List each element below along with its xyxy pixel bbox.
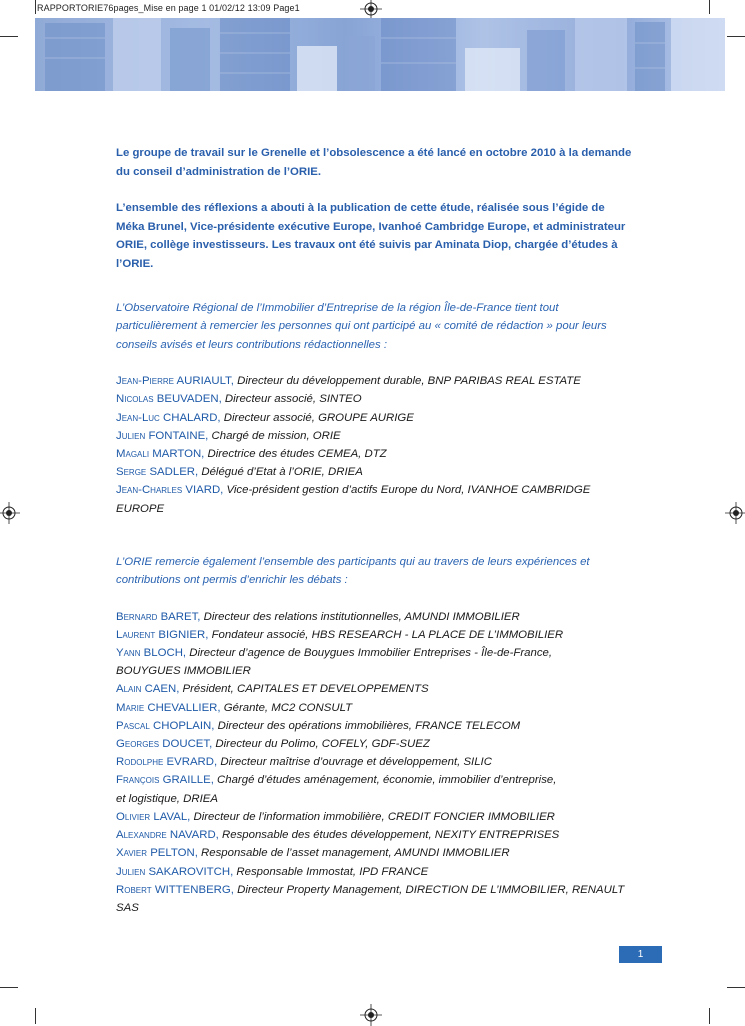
- person-first-name: Magali: [116, 448, 150, 461]
- crop-mark: [709, 1008, 710, 1024]
- crop-mark: [727, 987, 745, 988]
- person-first-name: Bernard: [116, 610, 158, 623]
- person-entry: [116, 717, 632, 735]
- person-entry: [116, 409, 632, 427]
- person-last-name: BEUVADEN,: [156, 393, 222, 406]
- intro-paragraph: Le groupe de travail sur le Grenelle et l’obsolescence a été lancé en octobre 2010 à la demande du conseil d’administration de l’ORIE.: [116, 147, 632, 178]
- person-role: Directeur maîtrise d’ouvrage et développement, SILIC: [217, 756, 492, 769]
- person-role: Directeur du Polimo, COFELY, GDF-SUEZ: [212, 738, 430, 751]
- person-last-name: GRAILLE,: [162, 774, 214, 787]
- committee-list: [116, 372, 632, 518]
- acknowledgements-content: [116, 144, 632, 917]
- registration-mark-icon: [0, 502, 20, 524]
- page-number: 1: [619, 946, 662, 963]
- person-role: Président, CAPITALES ET DEVELOPPEMENTS: [179, 683, 429, 696]
- person-entry: [116, 644, 632, 680]
- person-last-name: CHALARD,: [163, 411, 221, 424]
- intro-paragraph: L’ensemble des réflexions a abouti à la publication de cette étude, réalisée sous l’égide de Méka Brunel, Vice-présidente exécutive Europe, Ivanhoé Cambridge Europe, et administrateur ORIE, collège investisseurs. Les travaux ont été suivis par Aminata Diop, chargée d’études à l’ORIE.: [116, 202, 626, 270]
- person-first-name: Serge: [116, 466, 147, 479]
- person-first-name: Robert: [116, 883, 152, 896]
- crop-mark: [727, 36, 745, 37]
- person-last-name: SADLER,: [149, 466, 199, 479]
- person-entry: [116, 863, 632, 881]
- person-role: Directeur associé, SINTEO: [221, 393, 362, 406]
- person-first-name: Jean-Charles: [116, 484, 183, 497]
- person-role: Directrice des études CEMEA, DTZ: [204, 448, 387, 461]
- person-entry: [116, 463, 632, 481]
- registration-mark-icon: [360, 1004, 382, 1026]
- person-last-name: DOUCET,: [162, 738, 213, 751]
- person-role: Directeur des opérations immobilières, FRANCE TELECOM: [214, 719, 521, 732]
- person-first-name: Olivier: [116, 810, 151, 823]
- person-first-name: Julien: [116, 865, 146, 878]
- person-role: Vice-président gestion d’actifs Europe du Nord, IVANHOE CAMBRIDGE EUROPE: [116, 484, 591, 515]
- person-last-name: EVRARD,: [166, 756, 218, 769]
- person-role-continued: et logistique, DRIEA: [116, 792, 218, 805]
- person-first-name: Alexandre: [116, 829, 167, 842]
- person-entry: [116, 481, 632, 517]
- person-last-name: SAKAROVITCH,: [148, 865, 234, 878]
- person-first-name: Nicolas: [116, 393, 154, 406]
- person-role-continued: BOUYGUES IMMOBILIER: [116, 665, 251, 678]
- person-entry: [116, 881, 632, 917]
- person-role: Responsable de l’asset management, AMUNDI IMMOBILIER: [197, 847, 510, 860]
- person-role: Directeur de l’information immobilière, CREDIT FONCIER IMMOBILIER: [190, 810, 555, 823]
- person-last-name: WITTENBERG,: [154, 883, 234, 896]
- participants-list: [116, 608, 632, 917]
- person-first-name: Xavier: [116, 847, 148, 860]
- person-first-name: Laurent: [116, 628, 156, 641]
- print-slug: RAPPORTORIE76pages_Mise en page 1 01/02/12 13:09 Page1: [37, 3, 300, 13]
- person-first-name: Marie: [116, 701, 145, 714]
- person-last-name: PELTON,: [150, 847, 198, 860]
- crop-mark: [35, 0, 36, 14]
- person-role: Directeur Property Management, DIRECTION DE L’IMMOBILIER, RENAULT SAS: [116, 883, 625, 914]
- registration-mark-icon: [360, 0, 382, 20]
- person-first-name: Yann: [116, 647, 141, 660]
- person-role: Responsable Immostat, IPD FRANCE: [233, 865, 429, 878]
- person-first-name: Georges: [116, 738, 160, 751]
- person-last-name: BIGNIER,: [158, 628, 209, 641]
- person-entry: [116, 753, 632, 771]
- participants-thanks-text: L’ORIE remercie également l’ensemble des participants qui au travers de leurs expériences et contributions ont permis d’enrichir les débats :: [116, 555, 590, 587]
- person-role: Directeur des relations institutionnelles, AMUNDI IMMOBILIER: [200, 610, 520, 623]
- person-first-name: Rodolphe: [116, 756, 164, 769]
- crop-mark: [709, 0, 710, 14]
- city-skyline-banner: [35, 18, 725, 91]
- person-first-name: Jean-Luc: [116, 411, 160, 424]
- person-entry: [116, 390, 632, 408]
- person-last-name: BARET,: [160, 610, 201, 623]
- person-entry: [116, 372, 632, 390]
- person-last-name: CAEN,: [144, 683, 180, 696]
- person-entry: [116, 808, 632, 826]
- person-entry: [116, 427, 632, 445]
- person-entry: [116, 680, 632, 698]
- crop-mark: [0, 987, 18, 988]
- person-entry: [116, 735, 632, 753]
- person-last-name: BLOCH,: [143, 647, 187, 660]
- person-role: Délégué d’Etat à l’ORIE, DRIEA: [198, 466, 363, 479]
- person-role: Directeur du développement durable, BNP PARIBAS REAL ESTATE: [233, 375, 581, 388]
- person-role: Gérante, MC2 CONSULT: [220, 701, 353, 714]
- crop-mark: [0, 36, 18, 37]
- registration-mark-icon: [725, 502, 745, 524]
- person-entry: [116, 608, 632, 626]
- person-entry: [116, 771, 632, 807]
- person-last-name: AURIAULT,: [176, 375, 234, 388]
- person-role: Directeur associé, GROUPE AURIGE: [220, 411, 414, 424]
- person-role: Directeur d’agence de Bouygues Immobilier Entreprises - Île-de-France,: [186, 647, 553, 660]
- committee-thanks-text: L’Observatoire Régional de l’Immobilier d’Entreprise de la région Île-de-France tient tout particulièrement à remercier les personnes qui ont participé au « comité de rédaction » pour leurs conseils avisés et leurs contributions rédactionnelles :: [116, 302, 607, 351]
- person-last-name: FONTAINE,: [148, 429, 209, 442]
- person-entry: [116, 826, 632, 844]
- person-first-name: Pascal: [116, 719, 150, 732]
- person-first-name: Jean-Pierre: [116, 375, 174, 388]
- person-first-name: Julien: [116, 429, 146, 442]
- person-entry: [116, 445, 632, 463]
- person-first-name: Alain: [116, 683, 142, 696]
- person-role: Chargé d’études aménagement, économie, immobilier d’entreprise,: [213, 774, 557, 787]
- person-first-name: François: [116, 774, 160, 787]
- person-last-name: CHOPLAIN,: [153, 719, 215, 732]
- person-last-name: MARTON,: [152, 448, 205, 461]
- person-role: Responsable des études développement, NEXITY ENTREPRISES: [218, 829, 560, 842]
- person-entry: [116, 699, 632, 717]
- person-entry: [116, 626, 632, 644]
- person-role: Chargé de mission, ORIE: [208, 429, 341, 442]
- person-last-name: LAVAL,: [153, 810, 191, 823]
- person-last-name: CHEVALLIER,: [147, 701, 221, 714]
- crop-mark: [35, 1008, 36, 1024]
- person-last-name: NAVARD,: [169, 829, 219, 842]
- person-entry: [116, 844, 632, 862]
- person-last-name: VIARD,: [185, 484, 224, 497]
- person-role: Fondateur associé, HBS RESEARCH - LA PLACE DE L’IMMOBILIER: [208, 628, 564, 641]
